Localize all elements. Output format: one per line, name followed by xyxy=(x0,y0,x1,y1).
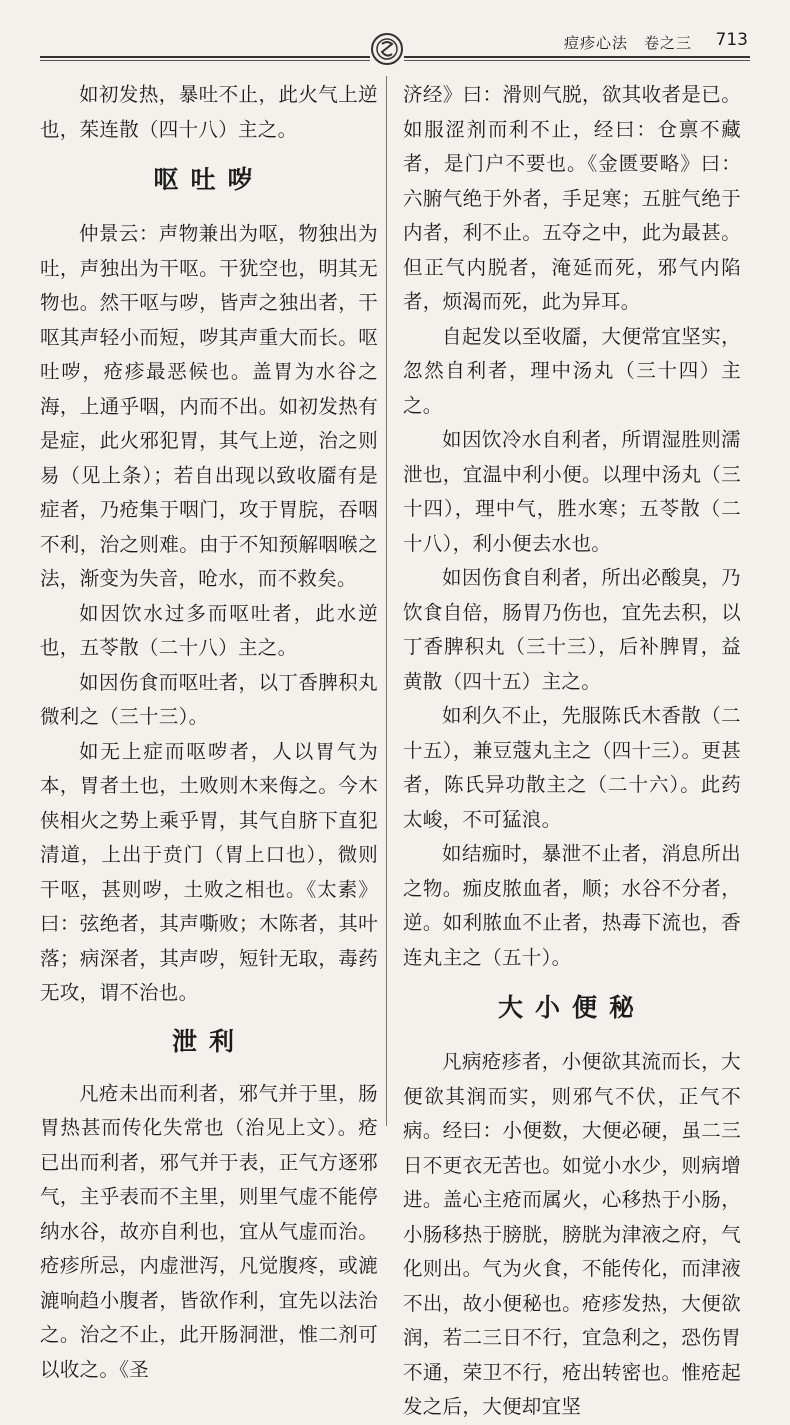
paragraph-continued: 济经》曰：滑则气脱，欲其收者是已。如服涩剂而利不止，经曰：仓禀不藏者，是门户不要也。《金匮要略》曰：六腑气绝于外者，手足寒；五脏气绝于内者，利不止。五夺之中，此为最甚。但正气内脱者，淹延而死，邪气内陷者，烦渴而死，此为异耳。 xyxy=(403,83,741,313)
page-number: 713 xyxy=(715,30,748,50)
paragraph: 如利久不止，先服陈氏木香散（二十五），兼豆蔻丸主之（四十三）。更甚者，陈氏异功散主之（二十六）。此药太峻，不可猛浪。 xyxy=(403,704,741,831)
paragraph: 如因伤食而呕吐者，以丁香脾积丸微利之（三十三）。 xyxy=(40,670,378,728)
section-heading-xieli: 泄利 xyxy=(171,1026,246,1056)
right-column xyxy=(403,78,741,1425)
paragraph: 仲景云：声物兼出为呕，物独出为吐，声独出为干呕。干犹空也，明其无物也。然干呕与哕，皆声之独出者，干呕其声轻小而短，哕其声重大而长。呕吐哕，疮疹最恶候也。盖胃为水谷之海，上通乎咽，内而不出。如初发热有是症，此火邪犯胃，其气上逆，治之则易（见上条）；若自出现以致收靥有是症者，乃疮集于咽门，攻于胃脘，吞咽不利，治之则难。由于不知预解咽喉之法，渐变为失音，呛水，而不救矣。 xyxy=(40,222,378,590)
paragraph: 如结痂时，暴泄不止者，消息所出之物。痂皮脓血者，顺；水谷不分者，逆。如利脓血不止者，热毒下流也，香连丸主之（五十）。 xyxy=(403,842,741,969)
paragraph: 自起发以至收靥，大便常宜坚实，忽然自利者，理中汤丸（三十四）主之。 xyxy=(403,324,741,417)
left-column xyxy=(40,78,378,1387)
page-header xyxy=(40,18,750,62)
paragraph: 如初发热，暴吐不止，此火气上逆也，茱连散（四十八）主之。 xyxy=(40,83,378,141)
running-title: 痘疹心法 卷之三 xyxy=(563,34,692,52)
paragraph: 如因饮水过多而呕吐者，此水逆也，五苓散（二十八）主之。 xyxy=(40,601,378,659)
section-heading-outu: 呕吐哕 xyxy=(153,165,265,194)
paragraph: 凡疮未出而利者，邪气并于里，肠胃热甚而传化失常也（治见上文）。疮已出而利者，邪气并于表，正气方逐邪气，主乎表而不主里，则里气虚不能停纳水谷，故亦自利也，宜从气虚而治。疮疹所忌，内虚泄泻，凡觉腹疼，或漉漉响趋小腹者，皆欲作利，宜先以法治之。治之不止，此开肠洞泄，惟二剂可以收之。《圣 xyxy=(40,1081,378,1381)
paragraph: 如因伤食自利者，所出必酸臭，乃饮食自倍，肠胃乃伤也，宜先去积，以丁香脾积丸（三十三），后补脾胃，益黄散（四十五）主之。 xyxy=(403,566,741,693)
paragraph: 凡病疮疹者，小便欲其流而长，大便欲其润而实，则邪气不伏，正气不病。经曰：小便数，大便必硬，虽二三日不更衣无苦也。如觉小水少，则病增进。盖心主疮而属火，心移热于小肠，小肠移热于膀胱，膀胱为津液之府，气化则出。气为火食，不能传化，而津液不出，故小便秘也。疮疹发热，大便欲润，若二三日不行，宜急利之，恐伤胃不通，荣卫不行，疮出转密也。惟疮起发之后，大便却宜坚 xyxy=(403,1050,741,1418)
paragraph: 如因饮冷水自利者，所谓湿胜则濡泄也，宜温中利小便。以理中汤丸（三十四），理中气，胜水寒；五苓散（二十八），利小便去水也。 xyxy=(403,428,741,555)
publisher-logo-icon xyxy=(370,32,404,66)
column-divider xyxy=(386,76,387,1126)
paragraph: 如无上症而呕哕者，人以胃气为本，胃者土也，土败则木来侮之。今木侠相火之势上乘乎胃，其气自脐下直犯清道，上出于贲门（胃上口也），微则干呕，甚则哕，土败之相也。《太素》曰：弦绝者，其声嘶败；木陈者，其叶落；病深者，其声哕，短针无取，毒药无攻，谓不治也。 xyxy=(40,739,378,1004)
section-heading-daxiaobianmi: 大小便秘 xyxy=(497,993,646,1022)
